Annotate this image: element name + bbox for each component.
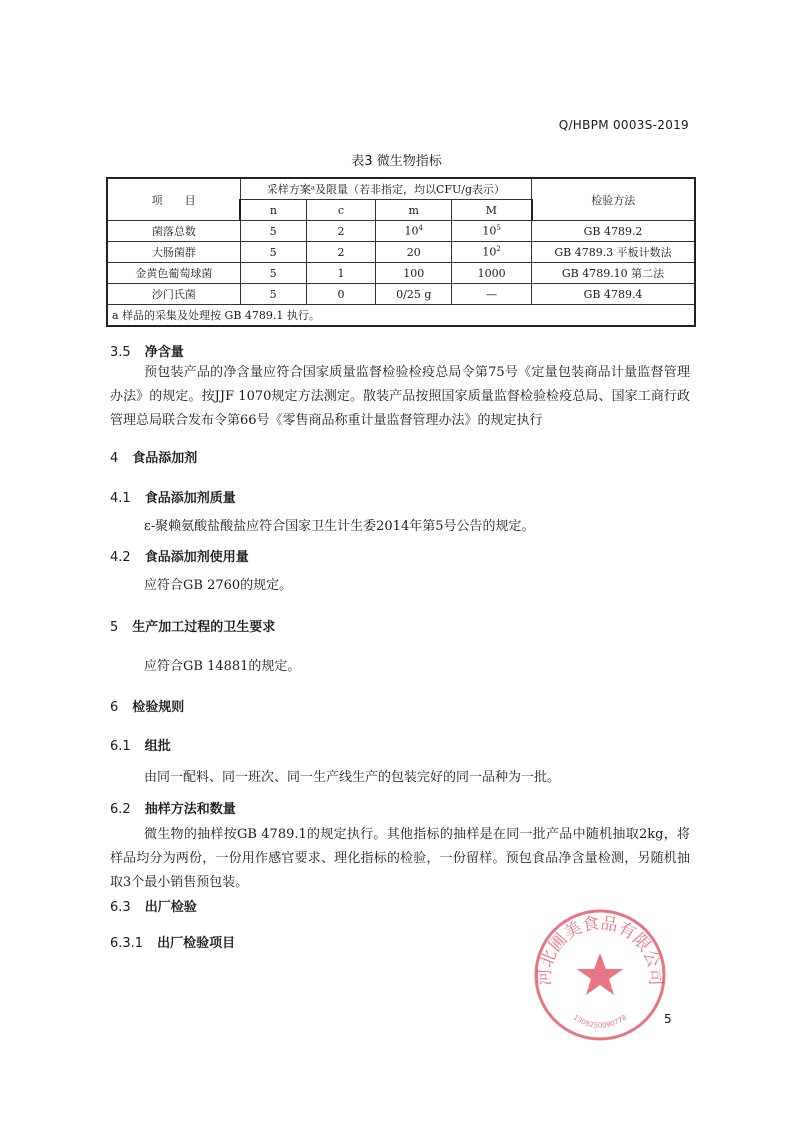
header-method: 检验方法 bbox=[532, 178, 695, 221]
section-title: 检验规则 bbox=[132, 700, 185, 715]
cell-m: 100 bbox=[376, 263, 452, 284]
table-footnote-row bbox=[107, 305, 695, 327]
cell-m: 0/25 g bbox=[376, 284, 452, 305]
section-6-heading bbox=[110, 696, 184, 715]
cell-M bbox=[452, 221, 532, 242]
cell-method: GB 4789.10 第二法 bbox=[532, 263, 695, 284]
m-base: 10 bbox=[404, 224, 419, 238]
cell-method: GB 4789.3 平板计数法 bbox=[532, 242, 695, 263]
section-title: 食品添加剂质量 bbox=[144, 491, 236, 506]
cell-n: 5 bbox=[240, 263, 306, 284]
microbial-indicator-table bbox=[106, 177, 696, 327]
section-number: 6.3.1 bbox=[110, 936, 144, 951]
M-base: 10 bbox=[482, 245, 497, 259]
section-4-1-text: ε-聚赖氨酸盐酸盐应符合国家卫生计生委2014年第5号公告的规定。 bbox=[144, 519, 535, 534]
cell-c: 0 bbox=[306, 284, 376, 305]
cell-item: 菌落总数 bbox=[107, 221, 240, 242]
cell-n: 5 bbox=[240, 221, 306, 242]
section-6-1-text: 由同一配料、同一班次、同一生产线生产的包装完好的同一品种为一批。 bbox=[144, 770, 561, 785]
header-M: M bbox=[452, 200, 532, 221]
header-sampling: 采样方案ᵃ及限量（若非指定，均以CFU/g表示） bbox=[240, 178, 531, 200]
cell-n: 5 bbox=[240, 284, 306, 305]
table-header-row bbox=[107, 178, 695, 200]
section-title: 出厂检验项目 bbox=[157, 936, 236, 951]
section-4-2-text: 应符合GB 2760的规定。 bbox=[144, 578, 293, 593]
cell-c: 1 bbox=[306, 263, 376, 284]
section-4-2-heading bbox=[110, 546, 249, 565]
section-3-5-text: 预包装产品的净含量应符合国家质量监督检验检疫总局令第75号《定量包装商品计量监督管理办法》的规定。按JJF 1070规定方法测定。散装产品按照国家质量监督检验检疫总局、国家工商行政管理总局联合发布令第66号《零售商品称重计量监督管理办法》的规定执行 bbox=[110, 365, 690, 428]
section-number: 4.1 bbox=[110, 491, 131, 506]
section-number: 3.5 bbox=[110, 345, 131, 360]
section-6-2-heading bbox=[110, 798, 236, 817]
section-3-5-heading bbox=[110, 341, 184, 360]
M-base: 10 bbox=[482, 224, 497, 238]
section-6-2-text: 微生物的抽样按GB 4789.1的规定执行。其他指标的抽样是在同一批产品中随机抽取2kg，将样品均分为两份，一份用作感官要求、理化指标的检验，一份留样。预包食品净含量检测，另随机抽取3个最小销售预包装。 bbox=[110, 827, 690, 890]
cell-c: 2 bbox=[306, 242, 376, 263]
section-6-3-1-heading bbox=[110, 932, 235, 951]
cell-item: 金黄色葡萄球菌 bbox=[107, 263, 240, 284]
section-number: 6.2 bbox=[110, 802, 131, 817]
section-title: 抽样方法和数量 bbox=[144, 802, 236, 817]
section-number: 6.1 bbox=[110, 739, 131, 754]
section-title: 净含量 bbox=[144, 345, 184, 360]
table-row bbox=[107, 221, 695, 242]
section-number: 6.3 bbox=[110, 900, 131, 915]
section-6-1-heading bbox=[110, 735, 171, 754]
section-number: 5 bbox=[110, 620, 119, 635]
table-row bbox=[107, 242, 695, 263]
section-title: 生产加工过程的卫生要求 bbox=[132, 620, 276, 635]
section-4-1-heading bbox=[110, 487, 236, 506]
seal-code: 1309250090778 bbox=[571, 1013, 629, 1030]
cell-n: 5 bbox=[240, 242, 306, 263]
cell-method: GB 4789.2 bbox=[532, 221, 695, 242]
header-c: c bbox=[306, 200, 376, 221]
table-row bbox=[107, 284, 695, 305]
header-m: m bbox=[376, 200, 452, 221]
section-title: 组批 bbox=[144, 739, 171, 754]
section-number: 6 bbox=[110, 700, 119, 715]
section-title: 食品添加剂 bbox=[132, 451, 198, 466]
table-footnote: a 样品的采集及处理按 GB 4789.1 执行。 bbox=[107, 305, 695, 327]
seal-text: 河北圃美食品有限公司 bbox=[534, 913, 666, 986]
cell-M: — bbox=[452, 284, 532, 305]
section-title: 食品添加剂使用量 bbox=[144, 550, 249, 565]
cell-m: 20 bbox=[376, 242, 452, 263]
m-exponent: 4 bbox=[418, 224, 423, 233]
cell-M: 1000 bbox=[452, 263, 532, 284]
company-seal bbox=[530, 905, 670, 1045]
cell-method: GB 4789.4 bbox=[532, 284, 695, 305]
cell-M bbox=[452, 242, 532, 263]
cell-item: 大肠菌群 bbox=[107, 242, 240, 263]
cell-m bbox=[376, 221, 452, 242]
header-n: n bbox=[240, 200, 306, 221]
header-item: 项 目 bbox=[107, 178, 240, 221]
section-number: 4 bbox=[110, 451, 119, 466]
M-exponent: 2 bbox=[496, 245, 501, 254]
standard-code: Q/HBPM 0003S-2019 bbox=[558, 118, 689, 132]
section-6-3-heading bbox=[110, 896, 197, 915]
section-4-heading bbox=[110, 447, 197, 466]
cell-item: 沙门氏菌 bbox=[107, 284, 240, 305]
section-number: 4.2 bbox=[110, 550, 131, 565]
seal-star-icon bbox=[577, 953, 623, 995]
section-5-heading bbox=[110, 616, 275, 635]
section-5-text: 应符合GB 14881的规定。 bbox=[144, 659, 301, 674]
cell-c: 2 bbox=[306, 221, 376, 242]
page-number: 5 bbox=[664, 1012, 672, 1026]
section-title: 出厂检验 bbox=[144, 900, 197, 915]
table-title: 表3 微生物指标 bbox=[351, 154, 442, 169]
table-row bbox=[107, 263, 695, 284]
M-exponent: 5 bbox=[496, 224, 501, 233]
